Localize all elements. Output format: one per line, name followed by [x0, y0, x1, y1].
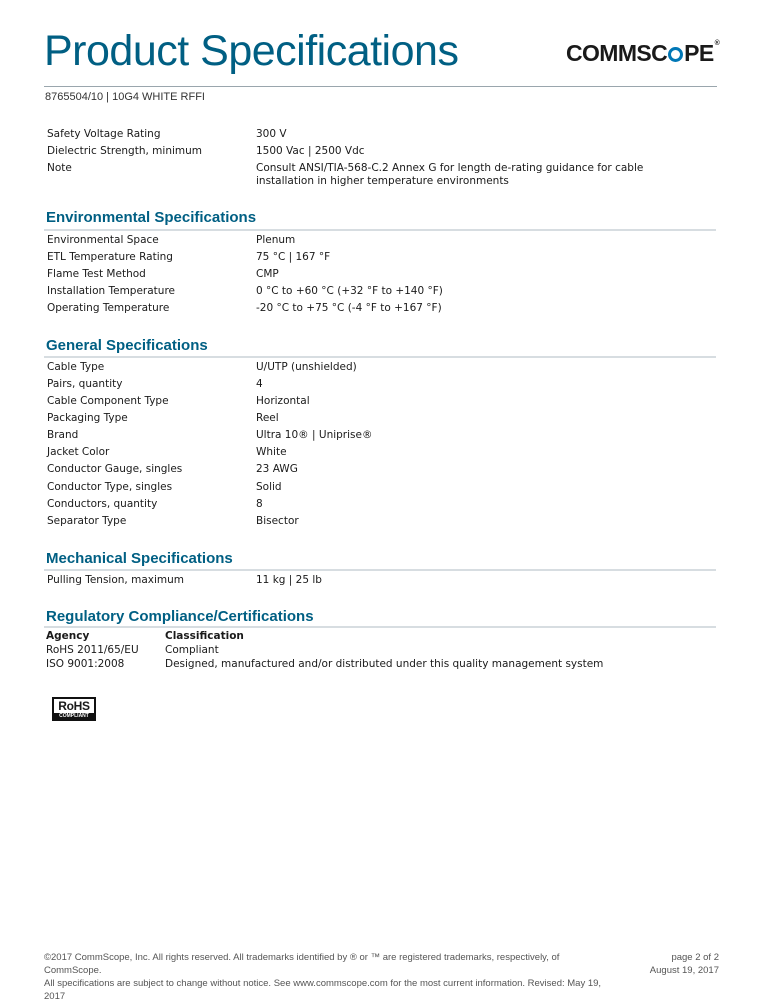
spec-label: Pairs, quantity	[47, 378, 123, 390]
logo-text-pre: COMMSC	[566, 40, 668, 66]
footer-legal	[44, 951, 604, 1003]
spec-value: 300 V	[256, 128, 287, 140]
spec-value: 1500 Vac | 2500 Vdc	[256, 145, 365, 157]
spec-label: Note	[47, 162, 72, 174]
spec-value: 8	[256, 498, 263, 510]
spec-label: Dielectric Strength, minimum	[47, 145, 202, 157]
section-title-mechanical: Mechanical Specifications	[46, 550, 233, 567]
spec-label: Conductors, quantity	[47, 498, 158, 510]
spec-value: Horizontal	[256, 395, 310, 407]
classification-cell: Compliant	[165, 644, 219, 656]
spec-value: Plenum	[256, 234, 296, 246]
section-divider	[44, 229, 716, 231]
spec-label: Cable Type	[47, 361, 105, 373]
spec-value: 4	[256, 378, 263, 390]
spec-value: U/UTP (unshielded)	[256, 361, 357, 373]
logo-text-post: PE	[684, 40, 714, 66]
commscope-logo	[566, 40, 719, 67]
rohs-badge-subtext: COMPLIANT	[54, 713, 94, 719]
classification-cell: Designed, manufactured and/or distributed under this quality management system	[165, 658, 604, 670]
footer-copyright: ©2017 CommScope, Inc. All rights reserved. All trademarks identified by ® or ™ are registered trademarks, respectively, of CommScope.	[44, 952, 560, 976]
spec-label: Safety Voltage Rating	[47, 128, 161, 140]
spec-label: Conductor Gauge, singles	[47, 463, 183, 475]
spec-value: Consult ANSI/TIA-568-C.2 Annex G for length de-rating guidance for cable installation in higher temperature environments	[256, 162, 644, 187]
spec-label: Packaging Type	[47, 412, 128, 424]
footer-page-info	[650, 951, 719, 977]
column-header-agency: Agency	[46, 630, 90, 642]
spec-value: Solid	[256, 481, 282, 493]
spec-label: Brand	[47, 429, 79, 441]
spec-value: Bisector	[256, 515, 299, 527]
agency-cell: RoHS 2011/65/EU	[46, 644, 139, 656]
footer-disclaimer: All specifications are subject to change without notice. See www.commscope.com for the most current information. Revised: May 19, 2017	[44, 978, 602, 1002]
section-divider	[44, 569, 716, 571]
rohs-compliant-badge	[52, 697, 96, 721]
footer-date: August 19, 2017	[649, 965, 719, 976]
page-title: Product Specifications	[44, 27, 459, 75]
spec-value: 0 °C to +60 °C (+32 °F to +140 °F)	[256, 285, 443, 297]
section-title-environmental: Environmental Specifications	[46, 209, 257, 226]
spec-value: Ultra 10® | Uniprise®	[256, 429, 373, 441]
spec-label: Pulling Tension, maximum	[47, 574, 185, 586]
spec-value: White	[256, 446, 287, 458]
rohs-badge-text: RoHS	[58, 699, 90, 713]
column-header-classification: Classification	[165, 630, 244, 642]
spec-value: Reel	[256, 412, 279, 424]
spec-label: ETL Temperature Rating	[47, 251, 173, 263]
section-title-general: General Specifications	[46, 337, 208, 354]
logo-registered-mark: ®	[714, 40, 720, 47]
agency-cell: ISO 9001:2008	[46, 658, 125, 670]
spec-label: Cable Component Type	[47, 395, 169, 407]
section-title-regulatory: Regulatory Compliance/Certifications	[46, 608, 314, 625]
spec-value: CMP	[256, 268, 279, 280]
logo-o-icon	[668, 47, 683, 62]
spec-label: Jacket Color	[47, 446, 110, 458]
section-divider	[44, 356, 716, 358]
section-divider	[44, 626, 716, 628]
header-divider	[44, 86, 717, 87]
spec-label: Installation Temperature	[47, 285, 176, 297]
spec-label: Conductor Type, singles	[47, 481, 173, 493]
page-number: page 2 of 2	[671, 952, 719, 963]
spec-value: -20 °C to +75 °C (-4 °F to +167 °F)	[256, 302, 442, 314]
product-subtitle: 8765504/10 | 10G4 WHITE RFFI	[45, 91, 205, 103]
spec-value: 23 AWG	[256, 463, 298, 475]
spec-value: 75 °C | 167 °F	[256, 251, 331, 263]
spec-label: Flame Test Method	[47, 268, 146, 280]
spec-value: 11 kg | 25 lb	[256, 574, 322, 586]
spec-label: Environmental Space	[47, 234, 159, 246]
spec-label: Separator Type	[47, 515, 127, 527]
spec-label: Operating Temperature	[47, 302, 170, 314]
